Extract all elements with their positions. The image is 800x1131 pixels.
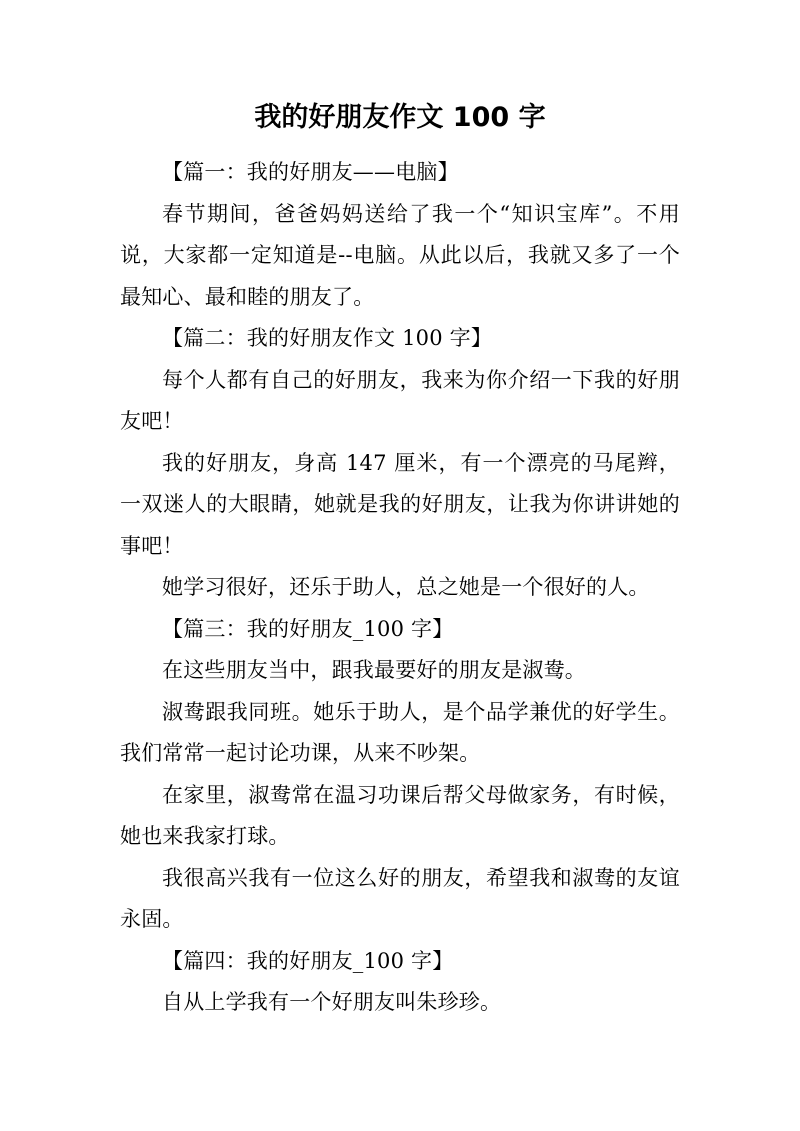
paragraph: 春节期间，爸爸妈妈送给了我一个“知识宝库”。不用说，大家都一定知道是--电脑。从此以后，我就又多了一个最知心、最和睦的朋友了。 [120,201,680,309]
document-body [120,152,680,1024]
paragraph: 淑鸯跟我同班。她乐于助人，是个品学兼优的好学生。我们常常一起讨论功课，从来不吵架。 [120,699,680,765]
paragraph: 在家里，淑鸯常在温习功课后帮父母做家务，有时候，她也来我家打球。 [120,782,680,848]
paragraph: 我很高兴我有一位这么好的朋友，希望我和淑鸯的友谊永固。 [120,865,680,931]
section-heading-1: 【篇一：我的好朋友——电脑】 [162,160,459,184]
section-heading-2: 【篇二：我的好朋友作文 100 字】 [162,326,493,350]
paragraph: 每个人都有自己的好朋友，我来为你介绍一下我的好朋友吧！ [120,367,680,433]
paragraph: 她学习很好，还乐于助人，总之她是一个很好的人。 [162,575,650,599]
document-title: 我的好朋友作文 100 字 [254,102,546,133]
paragraph: 我的好朋友，身高 147 厘米，有一个漂亮的马尾辫，一双迷人的大眼睛，她就是我的好朋友，让我为你讲讲她的事吧！ [120,450,680,558]
paragraph: 在这些朋友当中，跟我最要好的朋友是淑鸯。 [162,658,586,682]
paragraph: 自从上学我有一个好朋友叫朱珍珍。 [162,990,502,1014]
section-heading-4: 【篇四：我的好朋友_100 字】 [162,948,454,973]
section-heading-3: 【篇三：我的好朋友_100 字】 [162,616,454,641]
